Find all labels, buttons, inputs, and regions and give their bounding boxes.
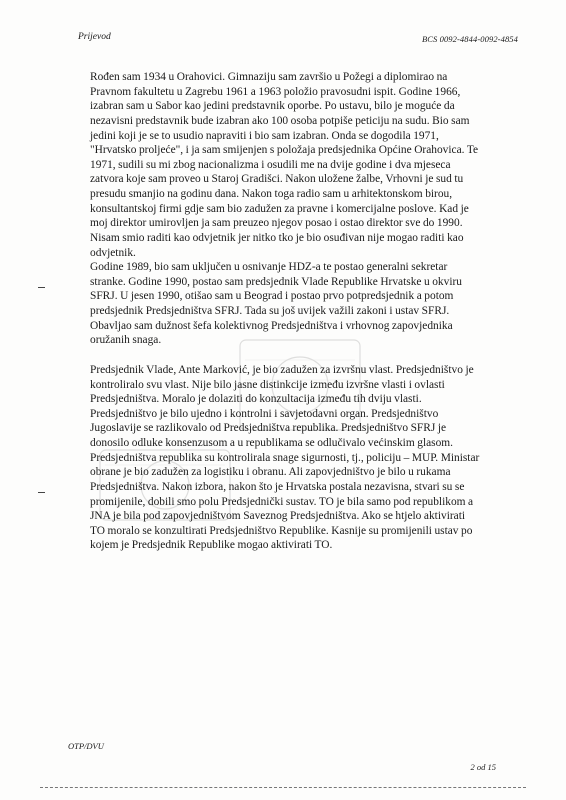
header-label: Prijevod: [78, 32, 111, 42]
text-line: kojem je Predsjednik Republike mogao aktivirati TO.: [90, 539, 333, 552]
margin-tick-mark: [38, 287, 45, 288]
text-line: Predsjedništvo je bilo ujedno i kontrolni i savjetodavni organ. Predsjedništvo: [90, 407, 439, 420]
document-reference-number: BCS 0092-4844-0092-4854: [421, 34, 518, 44]
text-line: SFRJ. U jesen 1990, otišao sam u Beograd i postao prvo potpredsjednik a potom: [90, 290, 454, 303]
margin-tick-mark: [38, 492, 45, 493]
text-line: Obavljao sam dužnost šefa kolektivnog Predsjedništva i vrhovnog zapovjednika: [90, 319, 453, 332]
paragraph-biography: [90, 70, 510, 260]
text-line: "Hrvatsko proljeće", i ja sam smijenjen s položaja predsjednika Općine Orahovica. Te: [90, 144, 479, 157]
page-number: 2 od 15: [470, 762, 496, 772]
paragraph-spacer: [90, 348, 510, 363]
text-line: moj direktor umirovljen ja sam preuzeo njegov posao i ostao direktor sve do 1990.: [90, 217, 463, 230]
text-line: Predsjedništva. Moralo je dolaziti do konzultacija između tih dviju vlasti.: [90, 393, 422, 406]
text-line: TO moralo se konzultirati Predsjedništvo Republike. Kasnije su promijenili ustav po: [90, 524, 473, 537]
text-line: Jugoslavije se razlikovalo od Predsjedništva republika. Predsjedništvo SFRJ je: [90, 422, 447, 435]
text-line: presudu smanjio na godinu dana. Nakon toga radio sam u arhitektonskom birou,: [90, 188, 453, 200]
paragraph-hdz-presidency: [90, 260, 510, 348]
text-line: donosilo odluke konsenzusom a u republikama se odlučivalo većinskim glasom.: [90, 437, 454, 449]
paragraph-government-structure: [90, 363, 510, 553]
text-line: Predsjedništva. Nakon izbora, nakon što je Hrvatska postala nezavisna, stvari su se: [90, 480, 465, 493]
text-line: izabran sam u Sabor kao jedini predstavnik oporbe. Po ustavu, bilo je moguće da: [90, 100, 455, 113]
text-line: odvjetnik.: [90, 246, 136, 259]
document-body: [90, 70, 510, 553]
text-line: JNA je bila pod zapovjedništvom Saveznog Predsjedništva. Ako se htjelo aktivirati: [90, 510, 466, 523]
text-line: Rođen sam 1934 u Orahovici. Gimnaziju sam završio u Požegi a diplomirao na: [90, 71, 448, 83]
text-line: konsultantskoj firmi gdje sam bio zadužen za pravne i komercijalne poslove. Kad je: [90, 202, 469, 215]
text-line: Predsjednik Vlade, Ante Marković, je bio zadužen za izvršnu vlast. Predsjedništvo je: [90, 363, 474, 376]
text-line: jedini koji je se to usudio napraviti i bio sam izabran. Onda se dogodila 1971,: [90, 129, 439, 142]
text-line: promijenile, dobili smo polu Predsjednički sustav. TO je bila samo pod republikom a: [90, 495, 474, 508]
text-line: Nisam smio raditi kao odvjetnik jer nitko tko je bio osuđivan nije mogao raditi kao: [90, 231, 464, 244]
text-line: 1971, sudili su mi zbog nacionalizma i osudili me na dvije godine i dva mjeseca: [90, 158, 451, 171]
text-line: zatvora koje sam proveo u Staroj Gradišci. Nakon uložene žalbe, Vrhovni je sud tu: [90, 173, 464, 186]
text-line: Godine 1989, bio sam uključen u osnivanje HDZ-a te postao generalni sekretar: [90, 261, 448, 274]
footer-divider: [40, 787, 526, 788]
text-line: stranke. Godine 1990, postao sam predsjednik Vlade Republike Hrvatske u okviru: [90, 275, 462, 288]
text-line: obrane je bio zadužen za logistiku i obranu. Ali zapovjedništvo je bilo u rukama: [90, 466, 451, 479]
text-line: oružanih snaga.: [90, 334, 162, 347]
text-line: Predsjedništva republika su kontrolirala snage sigurnosti, tj., policiju – MUP. Ministar: [90, 451, 480, 464]
footer-office-code: OTP/DVU: [68, 741, 104, 751]
text-line: Pravnom fakultetu u Zagrebu 1961 a 1963 položio pravosudni ispit. Godine 1966,: [90, 85, 461, 98]
text-line: kontroliralo svu vlast. Nije bilo jasne distinkcije između izvršne vlasti i ovlasti: [90, 378, 445, 391]
text-line: predsjednik Predsjedništva SFRJ. Tada su još uvijek važili zakoni i ustav SFRJ.: [90, 305, 450, 317]
text-line: nezavisni predstavnik bude izabran ako 100 osoba potpiše peticiju na sudu. Bio sam: [90, 114, 470, 127]
